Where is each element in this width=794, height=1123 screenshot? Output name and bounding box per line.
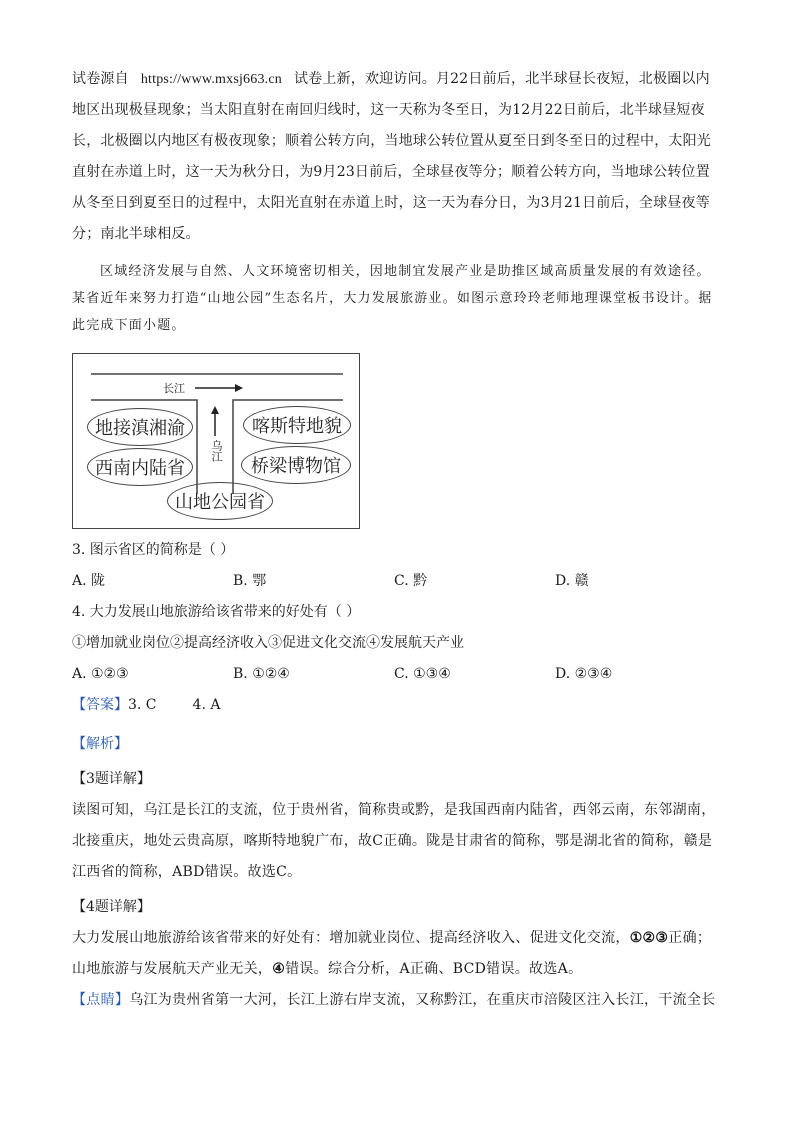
source-url[interactable]: https://www.mxsj663.cn [140,72,282,87]
continued-text: 试卷上新，欢迎访问。月22日前后，北半球昼长夜短，北极圈以内地区出现极昼现象；当太阳直射在南回归线时，这一天称为冬至日，为12月22日前后，北半球昼短夜长，北极圈以内地区有极夜现象；顺着公转方向，当地球公转位置从夏至日到冬至日的过程中，太阳光直射在赤道上时，这一天为秋分日，为9月23日前后，全球昼夜等分；顺着公转方向，当地球公转位置从冬至日到夏至日的过程中，太阳光直射在赤道上时，这一天为春分日，为3月21日前后，全球昼夜等分；南北半球相反。 [72,71,711,242]
q3-option-d[interactable]: D. 赣 [555,573,589,589]
bubble-left-bottom: 西南内陆省 [87,448,193,486]
detail-3-text: 读图可知，乌江是长江的支流，位于贵州省，简称贵或黔，是我国西南内陆省，西邻云南，东邻湖南，北接重庆，地处云贵高原，喀斯特地貌广布，故C正确。陇是甘肃省的简称，鄂是湖北省的简称，赣是江西省的简称，ABD错误。故选C。 [72,802,716,880]
continued-explanation [72,64,722,250]
detail-4-text: 大力发展山地旅游给该省带来的好处有：增加就业岗位、提高经济收入、促进文化交流，①②③正确；山地旅游与发展航天产业无关，④错误。综合分析，A正确、BCD错误。故选A。 [72,930,712,977]
blackboard-diagram [72,353,360,529]
question-4-options [72,659,722,690]
q3-option-c[interactable]: C. 黔 [394,573,428,589]
answer-tag: 【答案】 [72,697,128,713]
q4-option-b[interactable]: B. ①②④ [233,666,290,682]
q4-option-d[interactable]: D. ②③④ [555,666,613,682]
answer-row [72,690,722,721]
question-intro: 区域经济发展与自然、人文环境密切相关，因地制宜发展产业是助推区域高质量发展的有效途径。某省近年来努力打造“山地公园”生态名片，大力发展旅游业。如图示意玲玲老师地理课堂板书设计。据此完成下面小题。 [72,264,713,333]
question-3-options [72,566,722,597]
q4-option-a[interactable]: A. ①②③ [72,666,129,682]
tip-text: 乌江为贵州省第一大河，长江上游右岸支流，又称黔江，在重庆市涪陵区注入长江，干流全长 [129,992,716,1008]
q3-option-a[interactable]: A. 陇 [72,573,106,589]
question-4-stem: 4. 大力发展山地旅游给该省带来的好处有（ ） [72,604,361,620]
bubble-right-bottom: 桥梁博物馆 [241,446,351,484]
question-4-items: ①增加就业岗位②提高经济收入③促进文化交流④发展航天产业 [72,635,464,651]
bubble-bottom: 山地公园省 [167,482,273,520]
analysis-tag: 【解析】 [72,736,128,752]
q4-option-c[interactable]: C. ①③④ [394,666,451,682]
question-3-stem: 3. 图示省区的简称是（ ） [72,542,235,558]
source-label: 试卷源自 [72,71,129,87]
detail-4-heading: 【4题详解】 [72,899,151,915]
tip-tag: 【点睛】 [72,992,130,1008]
bubble-left-top: 地接滇湘渝 [87,408,193,446]
circled-wrong: ④ [272,961,286,977]
tip-paragraph [72,985,722,1016]
q3-option-b[interactable]: B. 鄂 [233,573,267,589]
circled-correct: ①②③ [629,930,669,946]
detail-3-heading: 【3题详解】 [72,771,151,787]
bubble-right-top: 喀斯特地貌 [243,406,351,444]
river-branch-label: 乌江 [210,440,223,462]
answer-3: 3. C [128,697,157,713]
page-content [72,64,722,1016]
answer-4: 4. A [192,697,221,713]
river-main-label: 长江 [163,382,185,395]
